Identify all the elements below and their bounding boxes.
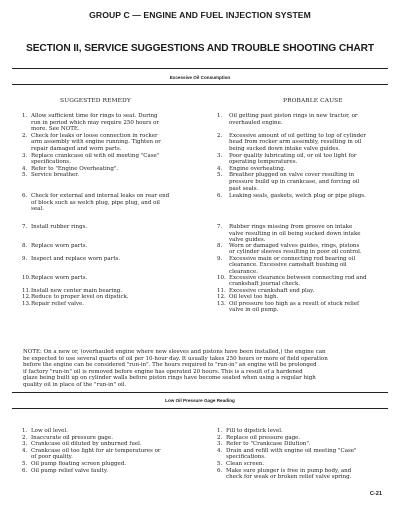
excessive-oil-causes (217, 113, 392, 343)
list-item (22, 224, 202, 231)
item-text-line: valve guides. (229, 237, 266, 244)
item-number: 10. (217, 274, 226, 281)
item-number: 6. (217, 193, 223, 199)
item-number: 4. (217, 165, 223, 172)
item-text-line: Replace oil pressure gage. (226, 434, 301, 441)
item-number: 11. (22, 287, 31, 294)
list-item (22, 428, 202, 435)
low-oil-remedies (217, 428, 392, 498)
item-text-line: Check for leaks or loose connection in rocker (31, 132, 158, 139)
item-number: 9. (22, 255, 28, 262)
excessive-oil-title: Excessive Oil Consumption (169, 75, 231, 80)
list-item (217, 301, 392, 314)
item-text-line: Install rubber rings. (31, 224, 88, 230)
item-number: 4. (22, 165, 28, 172)
item-text-line: Poor quality lubricating oil, or oil too light for (229, 152, 357, 159)
item-text-line: Worn or damaged valves guides, rings, pistons (229, 242, 360, 249)
item-text-line: Oil pressure too high as a result of stuck relief (229, 300, 360, 307)
list-item (217, 153, 392, 166)
list-item (22, 153, 202, 166)
item-text-line: operating temperatures. (229, 159, 298, 166)
remedy-column-header: SUGGESTED REMEDY (60, 98, 131, 104)
item-text-line: Check for external and internal leaks on rear end (31, 193, 170, 199)
item-text-line: Install new center main bearing. (31, 287, 123, 294)
list-item (22, 461, 202, 468)
item-number: 3. (217, 152, 223, 159)
list-item (217, 441, 392, 448)
item-text-line: Reduce to proper level on dipstick. (31, 294, 129, 300)
list-item (22, 113, 202, 133)
page-number: C-21 (369, 491, 382, 497)
list-item (217, 243, 392, 256)
list-item (217, 256, 392, 276)
low-oil-pressure-title: Low Oil Pressure Gage Reading (165, 398, 235, 403)
list-item (22, 243, 202, 250)
item-text-line: Repair relief valve. (31, 300, 85, 307)
item-text-line: Refer to "Crankcase Dilution". (226, 441, 311, 448)
item-number: 5. (22, 461, 28, 467)
item-text-line: specifications. (226, 454, 266, 461)
item-number: 2. (217, 434, 223, 441)
item-text-line: arm assembly with engine running. Tighten or (31, 139, 161, 146)
item-text-line: head from rocker arm assembly, resulting in oil (229, 139, 362, 146)
item-text-line: Breather plugged on valve cover resulting in (229, 172, 355, 179)
item-text-line: Make sure plunger is free in pump body, and (226, 467, 352, 474)
cause-column-header: PROBABLE CAUSE (283, 98, 343, 104)
item-text-line: Allow sufficient time for rings to seat. During (31, 113, 158, 119)
item-number: 4. (217, 447, 223, 454)
item-text-line: repair damaged and worn parts. (31, 145, 122, 152)
note-line: before the engine can be considered "run-in". The hours required to "run-in" an engine will be prolonged (23, 362, 317, 368)
item-text-line: Replace crankcase oil with oil meeting "Case" (31, 152, 160, 159)
note-line: glaze being built up on cylinder walls before piston rings have become seated when using a regular high (23, 375, 316, 381)
item-text-line: Oil level too high. (229, 294, 279, 300)
note-line: be expected to use several quarts of oil per 10-hour day. It usually takes 250 hours or more of field operation (23, 355, 328, 362)
item-text-line: more. See NOTE. (31, 126, 80, 133)
item-number: 13. (217, 300, 226, 307)
group-title: GROUP C — ENGINE AND FUEL INJECTION SYSTEM (89, 10, 311, 20)
item-number: 5. (217, 172, 223, 179)
item-number: 5. (22, 172, 28, 179)
excessive-oil-remedies (22, 113, 202, 343)
item-text-line: Oil pump floating screen plugged. (31, 461, 127, 467)
list-item (22, 193, 202, 213)
note-line: NOTE: On a new or, (overhauled engine where new sleeves and pistons have been installed,) the engine can (23, 349, 326, 355)
item-text-line: past seals. (229, 185, 259, 192)
list-item (22, 275, 202, 282)
item-number: 4. (22, 447, 28, 454)
item-text-line: Drain and refill with engine oil meeting "Case" (226, 447, 357, 454)
list-item (217, 193, 392, 200)
note-line: if factory "run-in" oil is removed before engine has operated 20 hours. This is a result of a hardened (23, 368, 303, 375)
item-number: 2. (22, 434, 28, 441)
list-item (217, 428, 392, 435)
list-item (217, 435, 392, 442)
item-number: 6. (22, 193, 28, 199)
list-item (22, 133, 202, 153)
item-number: 12. (22, 294, 31, 300)
item-text-line: Clean screen. (226, 461, 265, 467)
list-item (22, 448, 202, 461)
list-item (217, 448, 392, 461)
item-number: 1. (217, 113, 223, 119)
item-text-line: pressure build up in crankcase, and forcing oil (229, 178, 360, 185)
divider-low-oil-bottom (12, 408, 388, 409)
list-item (22, 172, 202, 179)
item-text-line: Service breather. (31, 172, 80, 179)
list-item (217, 133, 392, 153)
item-text-line: specifications. (31, 159, 71, 166)
list-item (217, 275, 392, 288)
item-text-line: Fill to dipstick level. (226, 428, 283, 434)
list-item (217, 224, 392, 244)
item-number: 1. (217, 428, 223, 434)
item-text-line: crankshaft journal check. (229, 281, 301, 288)
section-title: SECTION II, SERVICE SUGGESTIONS AND TROUBLE SHOOTING CHART (26, 43, 374, 54)
item-text-line: of poor quality. (31, 454, 73, 461)
item-text-line: seal. (31, 206, 44, 213)
list-item (217, 166, 392, 173)
item-text-line: overhauled engine. (229, 119, 283, 126)
item-number: 7. (217, 224, 223, 230)
item-number: 8. (22, 242, 28, 249)
item-number: 5. (217, 461, 223, 467)
item-number: 6. (217, 467, 223, 474)
item-number: 3. (217, 441, 223, 448)
item-text-line: Excessive main or connecting rod bearing oil (229, 255, 356, 262)
item-text-line: clearance. (229, 268, 258, 275)
item-text-line: Crankcase oil diluted by unburned fuel. (31, 441, 142, 448)
item-text-line: Rubber rings missing from groove on intake (229, 224, 353, 230)
divider-header (12, 84, 388, 85)
item-text-line: Oil getting past piston rings in new tractor, or (229, 113, 358, 119)
list-item (22, 166, 202, 173)
item-text-line: Excessive crankshaft end play. (229, 287, 315, 294)
item-number: 11. (217, 287, 226, 294)
item-text-line: Inaccurate oil pressure gage. (31, 434, 113, 441)
list-item (22, 468, 202, 475)
item-text-line: run in period which may require 250 hours or (31, 119, 160, 126)
item-number: 2. (22, 132, 28, 139)
note-line: quality oil in place of the "run-in" oil. (23, 381, 127, 388)
item-number: 7. (22, 224, 28, 230)
item-text-line: Low oil level. (31, 428, 68, 434)
item-number: 12. (217, 294, 226, 300)
item-number: 10. (22, 274, 31, 281)
list-item (22, 441, 202, 448)
item-number: 6. (22, 467, 28, 474)
list-item (22, 301, 202, 308)
list-item (217, 172, 392, 192)
list-item (217, 113, 392, 126)
item-text-line: Excessive amount of oil getting to top of cylinder (229, 132, 367, 139)
item-text-line: Excessive clearance between connecting rod and (229, 274, 367, 281)
low-oil-causes (22, 428, 202, 498)
item-text-line: Replace worn parts. (31, 242, 88, 249)
item-number: 2. (217, 132, 223, 139)
list-item (217, 468, 392, 481)
item-text-line: Engine overheating. (229, 165, 286, 172)
item-text-line: Refer to "Engine Overheating". (31, 165, 119, 172)
item-text-line: valve resulting in oil being sucked down intake (229, 230, 361, 237)
item-number: 1. (22, 428, 28, 434)
divider-low-oil-top (12, 392, 388, 393)
run-in-note (23, 349, 373, 388)
item-text-line: valve in oil pump. (229, 307, 279, 314)
item-text-line: being sucked down intake valve guides. (229, 145, 341, 152)
item-text-line: Leaking seals, gaskets, welch plug or pipe plugs. (229, 193, 366, 199)
list-item (22, 256, 202, 263)
item-text-line: Oil pump relief valve faulty. (31, 467, 108, 474)
item-text-line: Crankcase oil too light for air temperatures or (31, 447, 161, 454)
item-number: 9. (217, 255, 223, 262)
item-text-line: or cylinder sleeves resulting in poor oil control. (229, 249, 362, 256)
item-text-line: of block such as welch plug, pipe plug, and oil (31, 199, 160, 206)
item-number: 1. (22, 113, 28, 119)
item-number: 3. (22, 441, 28, 448)
item-text-line: Replace worn parts. (31, 274, 88, 281)
divider-top (12, 68, 388, 69)
item-text-line: Inspect and replace worn parts. (31, 255, 121, 262)
item-text-line: clearance. Excessive camshaft bushing oil (229, 262, 347, 269)
list-item (22, 435, 202, 442)
item-number: 3. (22, 152, 28, 159)
item-number: 8. (217, 242, 223, 249)
item-number: 13. (22, 300, 31, 307)
list-item (217, 461, 392, 468)
item-text-line: check for weak or broken relief valve spring. (226, 474, 352, 481)
